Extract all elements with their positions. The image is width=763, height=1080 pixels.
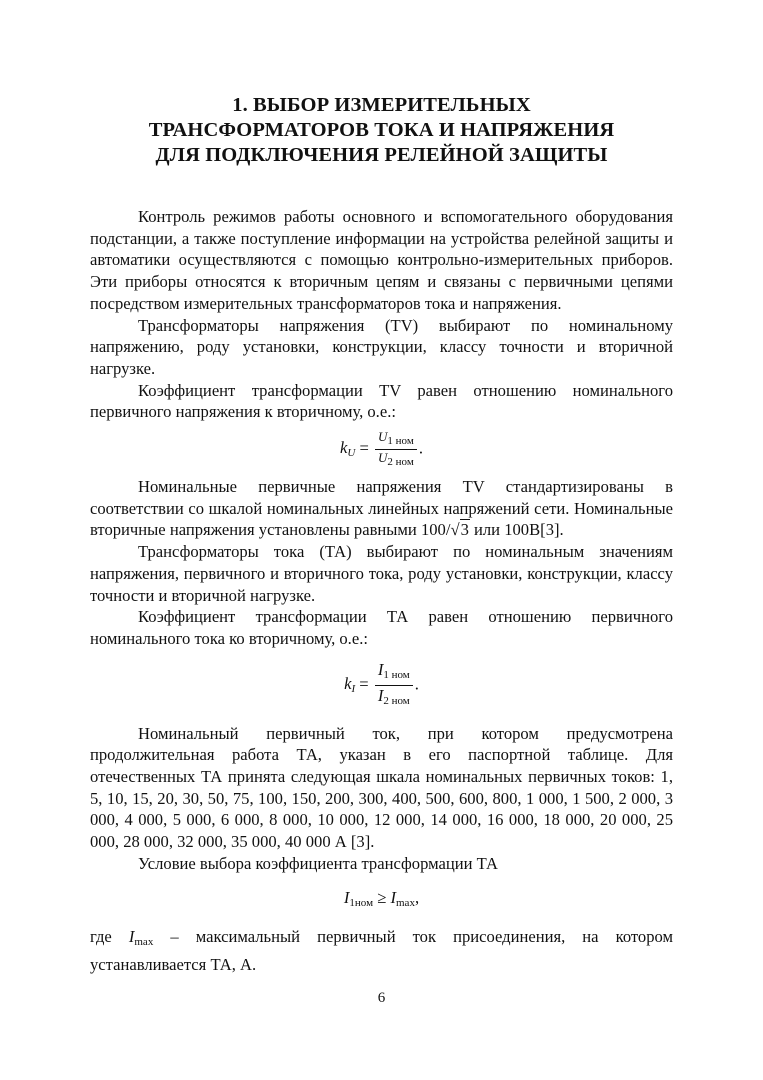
paragraph-tv-ratio: Коэффициент трансформации TV равен отношению номинального первичного напряжения к вторичному, о.е.: bbox=[90, 380, 673, 422]
body-text bbox=[90, 206, 673, 976]
formula-ku: $k_U$ = $\frac{U_{1 ном}}{U_{2 ном}}$ . bbox=[340, 429, 423, 469]
formula-ku-lhs: $k_U$ bbox=[340, 438, 356, 460]
formula-ku-fraction: $\frac{U_{1 ном}}{U_{2 ном}}$ bbox=[375, 429, 417, 470]
paragraph-imax-definition: где $I_{max}$ – максимальный первичный ток присоединения, на котором устанавливается ТА, А. bbox=[90, 927, 674, 974]
paragraph-intro: Контроль режимов работы основного и вспомогательного оборудования подстанции, а также поступление информации на устройства релейной защиты и автоматики осуществляются с помощью контрольно-измерительных приборов. Эти приборы относятся к вторичным цепям и связаны с первичными цепями посредством измерительных трансформаторов тока и напряжения. bbox=[90, 207, 673, 313]
formula-ki-fraction: $\frac{I_{1 ном}}{I_{2 ном}}$ bbox=[375, 660, 413, 711]
paragraph-ta-selection: Трансформаторы тока (ТА) выбирают по номинальным значениям напряжения, первичного и вторичного тока, роду установки, конструкции, классу точности и вторичной нагрузке. bbox=[90, 542, 673, 605]
paragraph-ta-condition: Условие выбора коэффициента трансформации ТА bbox=[138, 853, 498, 873]
title-line-3: ДЛЯ ПОДКЛЮЧЕНИЯ РЕЛЕЙНОЙ ЗАЩИТЫ bbox=[155, 144, 608, 166]
paragraph-ta-ratio: Коэффициент трансформации ТА равен отношению первичного номинального тока ко вторичному, о.е.: bbox=[90, 607, 673, 648]
formula-condition: $I_{1ном} \ge I_{max}$, bbox=[343, 887, 420, 909]
title-line-1: 1. ВЫБОР ИЗМЕРИТЕЛЬНЫХ bbox=[232, 94, 531, 116]
sqrt-value: 3 bbox=[460, 520, 469, 540]
paragraph-ta-current-scale: Номинальный первичный ток, при котором предусмотрена продолжительная работа ТА, указан в его паспортной таблице. Для отечественных ТА принята следующая шкала номинальных первичных токов: 1, 5, 10, 15, 20, 30, 50, 75, 100, 150, 200, 300, 400, 500, 600, 800, 1 000, 1 500, 2 000, 3 000, 4 000, 5 000, 6 000, 8 000, 10 000, 12 000, 14 000, 16 000, 18 000, 20 000, 25 000, 28 000, 32 000, 35 000, 40 000 А [3]. bbox=[90, 723, 673, 852]
paragraph-tv-selection: Трансформаторы напряжения (TV) выбирают по номинальному напряжению, роду установки, конструкции, классу точности и вторичной нагрузке. bbox=[90, 315, 673, 378]
formula-ki: $k_I$ = $\frac{I_{1 ном}}{I_{2 ном}}$ . bbox=[90, 660, 673, 711]
section-title bbox=[90, 93, 673, 168]
title-line-2: ТРАНСФОРМАТОРОВ ТОКА И НАПРЯЖЕНИЯ bbox=[148, 119, 615, 141]
page-number: 6 bbox=[377, 990, 386, 1006]
formula-ki-lhs: $k_I$ bbox=[344, 673, 356, 695]
paragraph-tv-voltages: Номинальные первичные напряжения TV стандартизированы в соответствии со шкалой номинальных линейных напряжений сети. Номинальные вторичные напряжения установлены равными 100/√3 или 100В[3]. bbox=[90, 477, 673, 540]
